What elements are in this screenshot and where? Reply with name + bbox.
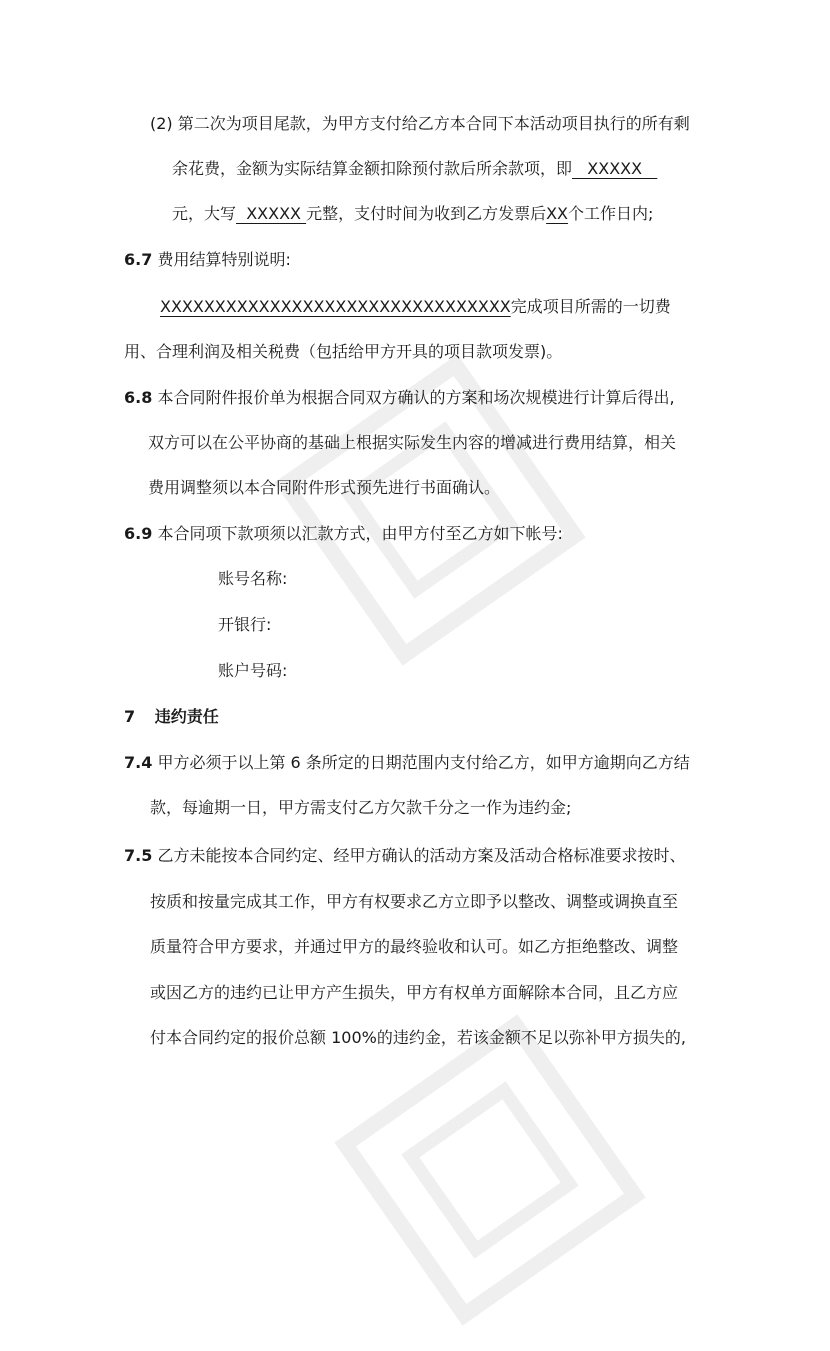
section-7-5-line-1-text: 乙方未能按本合同约定、经甲方确认的活动方案及活动合格标准要求按时、 [157,846,686,865]
section-7-4-number: 7.4 [124,753,153,772]
section-7-5-line-2: 按质和按量完成其工作，甲方有权要求乙方立即予以整改、调整或调换直至 [150,892,679,911]
section-7-4-line-2: 款，每逾期一日，甲方需支付乙方欠款千分之一作为违约金; [150,798,572,817]
section-7-number: 7 [124,707,136,726]
section-7-4-line-1-text: 甲方必须于以上第 6 条所定的日期范围内支付给乙方，如甲方逾期向乙方结 [157,753,690,772]
section-6-7-line-2: 用、合理利润及相关税费（包括给甲方开具的项目款项发票)。 [124,342,563,361]
para-2-line-3-b: 元整，支付时间为收到乙方发票后 [306,204,547,223]
section-6-8-line-1 [124,387,675,409]
para-2-line-2 [172,158,657,180]
section-6-9-line-1-text: 本合同项下款项须以汇款方式，由甲方付至乙方如下帐号: [157,524,563,543]
section-6-8-number: 6.8 [124,388,153,407]
para-2-line-1: (2) 第二次为项目尾款，为甲方支付给乙方本合同下本活动项目执行的所有剩 [150,114,690,133]
para-2-line-3-c: 个工作日内; [568,204,654,223]
bank-label: 开银行: [218,615,272,634]
section-6-7-heading [124,249,291,271]
section-6-7-line-1 [160,296,671,318]
section-7-5-line-3: 质量符合甲方要求，并通过甲方的最终验收和认可。如乙方拒绝整改、调整 [150,937,679,956]
section-7-5-number: 7.5 [124,846,153,865]
account-number-label: 账户号码: [218,661,288,680]
section-7-5-line-1 [124,845,685,867]
section-6-7-title: 费用结算特别说明: [157,250,291,269]
workdays-blank: XX [546,204,569,223]
description-blank: XXXXXXXXXXXXXXXXXXXXXXXXXXXXXXXX [160,297,511,316]
section-7-heading [124,706,219,728]
section-6-7-number: 6.7 [124,250,153,269]
section-6-8-line-1-text: 本合同附件报价单为根据合同双方确认的方案和场次规模进行计算后得出, [157,388,675,407]
para-2-line-3-a: 元，大写 [172,204,237,223]
amount-in-words-blank: XXXXX [236,204,307,223]
final-amount-blank: XXXXX [572,159,658,178]
section-6-7-line-1-text: 完成项目所需的一切费 [510,297,671,316]
section-7-5-line-4: 或因乙方的违约已让甲方产生损失，甲方有权单方面解除本合同，且乙方应 [150,983,679,1002]
para-2-line-3 [172,203,653,225]
section-6-8-line-2: 双方可以在公平协商的基础上根据实际发生内容的增减进行费用结算，相关 [148,433,677,452]
section-7-5-line-5: 付本合同约定的报价总额 100%的违约金，若该金额不足以弥补甲方损失的, [150,1028,686,1047]
section-6-9-line-1 [124,523,563,545]
watermark-seal-icon [249,329,611,691]
section-7-4-line-1 [124,752,690,774]
section-6-9-number: 6.9 [124,524,153,543]
account-name-label: 账号名称: [218,569,288,588]
section-7-title: 违约责任 [154,707,219,726]
para-2-line-2-text: 余花费，金额为实际结算金额扣除预付款后所余款项，即 [172,159,573,178]
section-6-8-line-3: 费用调整须以本合同附件形式预先进行书面确认。 [148,478,501,497]
